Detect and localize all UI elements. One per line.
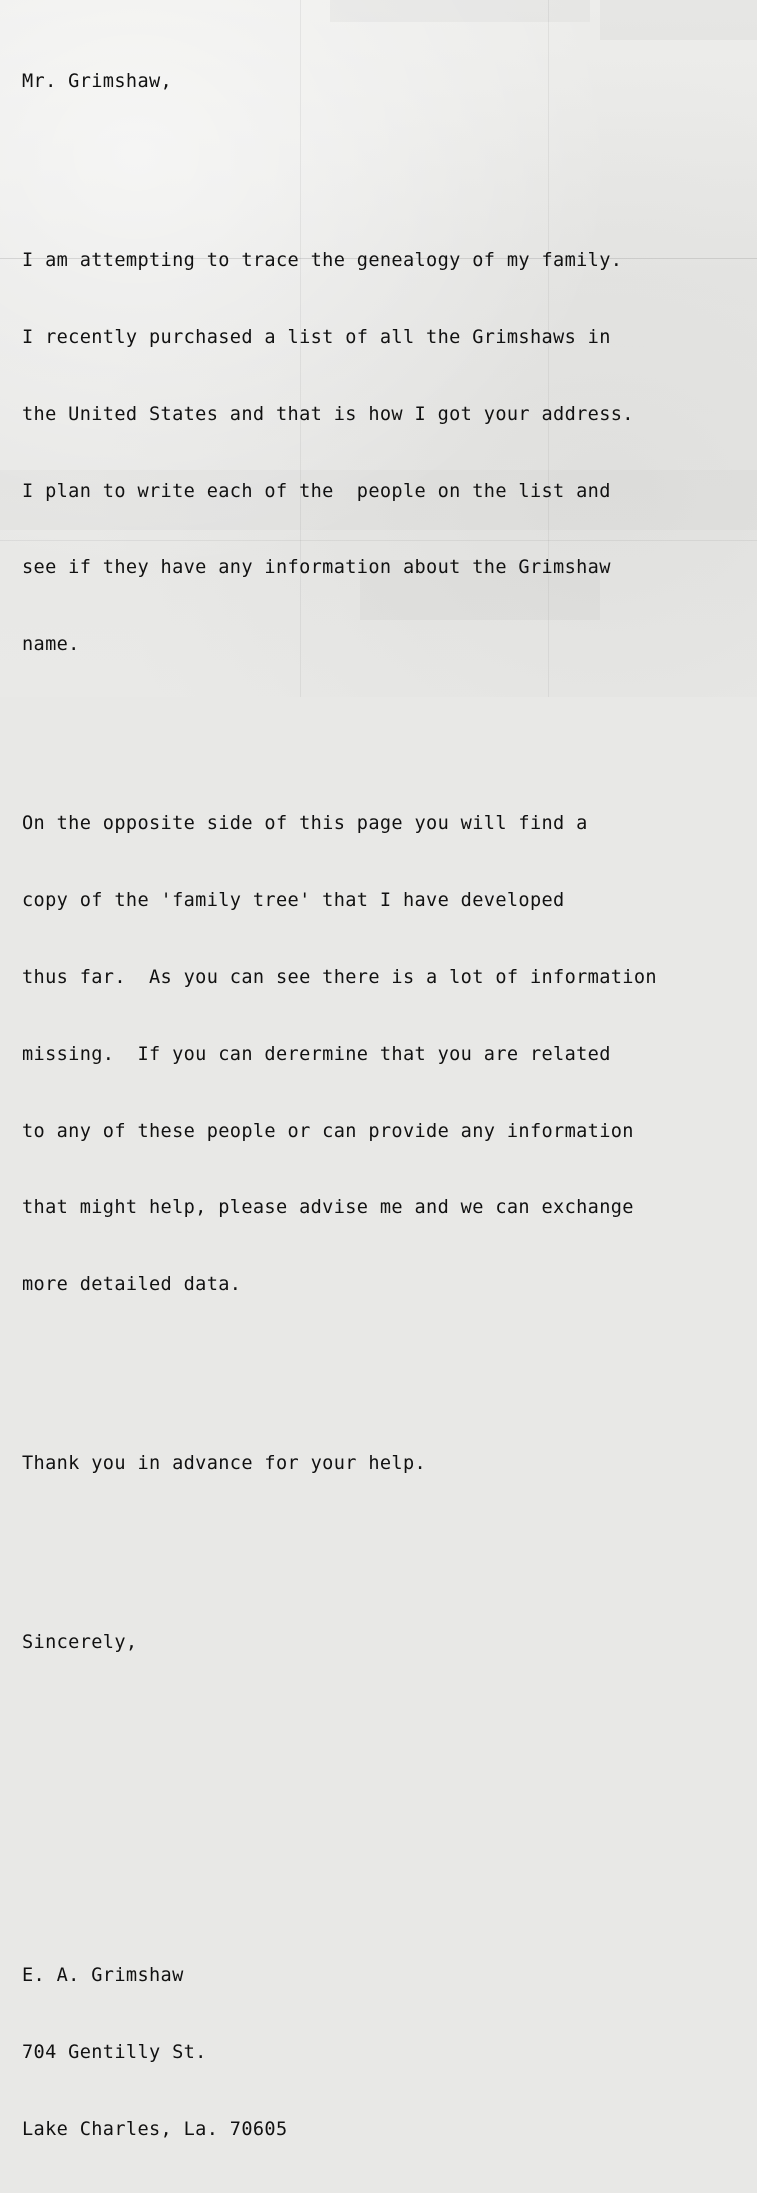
paragraph-1-line: name. <box>22 634 80 656</box>
signature-name: E. A. Grimshaw <box>22 1965 184 1987</box>
paragraph-1-line: I am attempting to trace the genealogy of my family. <box>22 250 623 272</box>
blank-line <box>22 709 657 735</box>
paragraph-2-line: On the opposite side of this page you will find a <box>22 813 588 835</box>
blank-line <box>22 1528 657 1554</box>
letter-body <box>22 18 657 2193</box>
paragraph-2-line: thus far. As you can see there is a lot of information <box>22 966 657 988</box>
paragraph-1-line: see if they have any information about the Grimshaw <box>22 557 611 579</box>
paragraph-2-line: copy of the 'family tree' that I have developed <box>22 890 565 912</box>
paragraph-1-line: I plan to write each of the people on the list and <box>22 480 611 502</box>
paragraph-2-line: that might help, please advise me and we can exchange <box>22 1197 634 1219</box>
paragraph-3-line: Thank you in advance for your help. <box>22 1453 427 1475</box>
blank-line <box>22 1349 657 1375</box>
paragraph-1-line: I recently purchased a list of all the Grimshaws in <box>22 327 611 349</box>
signature-city: Lake Charles, La. 70605 <box>22 2118 288 2140</box>
blank-line <box>22 1784 657 1810</box>
blank-line <box>22 1861 657 1887</box>
paragraph-2-line: to any of these people or can provide any information <box>22 1120 634 1142</box>
paragraph-2-line: missing. If you can derermine that you are related <box>22 1043 611 1065</box>
closing: Sincerely, <box>22 1632 138 1654</box>
blank-line <box>22 146 657 172</box>
signature-street: 704 Gentilly St. <box>22 2041 207 2063</box>
blank-line <box>22 1707 657 1733</box>
paragraph-2-line: more detailed data. <box>22 1274 242 1296</box>
paragraph-1-line: the United States and that is how I got your address. <box>22 403 634 425</box>
salutation: Mr. Grimshaw, <box>22 71 173 93</box>
